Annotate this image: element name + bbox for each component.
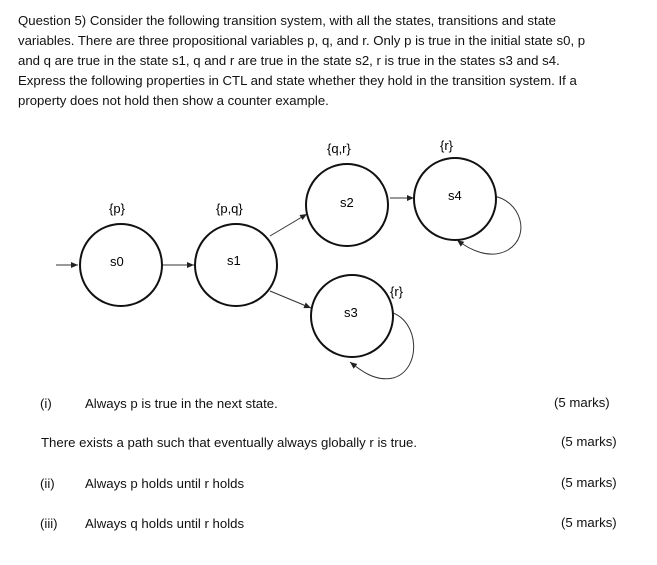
question-marks: (5 marks) — [561, 515, 617, 530]
state-s3-label: s3 — [344, 305, 358, 320]
question-text: Always p is true in the next state. — [85, 396, 278, 411]
question-marks: (5 marks) — [561, 475, 617, 490]
state-s2-props: {q,r} — [327, 141, 351, 156]
intro-line: property does not hold then show a counter example. — [18, 93, 329, 108]
state-s1-props: {p,q} — [216, 201, 243, 216]
question-intro — [18, 11, 643, 111]
intro-line: Express the following properties in CTL and state whether they hold in the transition system. If a — [18, 73, 577, 88]
state-s4-props: {r} — [440, 138, 454, 153]
state-s2-label: s2 — [340, 195, 354, 210]
state-s3-props: {r} — [390, 284, 404, 299]
question-number: (iii) — [40, 516, 58, 531]
question-number: (i) — [40, 396, 52, 411]
question-number: (ii) — [40, 476, 55, 491]
question-text: Always p holds until r holds — [85, 476, 245, 491]
question-marks: (5 marks) — [554, 395, 610, 410]
intro-line: Question 5) Consider the following transition system, with all the states, transitions and state — [18, 13, 557, 28]
intro-line: variables. There are three propositional variables p, q, and r. Only p is true in the initial state s0, p — [18, 33, 586, 48]
state-s0-label: s0 — [110, 254, 124, 269]
state-s4-label: s4 — [448, 188, 462, 203]
question-text: There exists a path such that eventually always globally r is true. — [41, 435, 418, 450]
state-s0-props: {p} — [109, 201, 125, 216]
edge-s1-s3 — [270, 291, 311, 308]
transition-system-diagram — [0, 130, 657, 390]
state-s1-label: s1 — [227, 253, 241, 268]
question-marks: (5 marks) — [561, 434, 617, 449]
question-text: Always q holds until r holds — [85, 516, 245, 531]
edge-s1-s2 — [270, 214, 307, 236]
intro-line: and q are true in the state s1, q and r are true in the state s2, r is true in the states s3 and s4. — [18, 53, 560, 68]
